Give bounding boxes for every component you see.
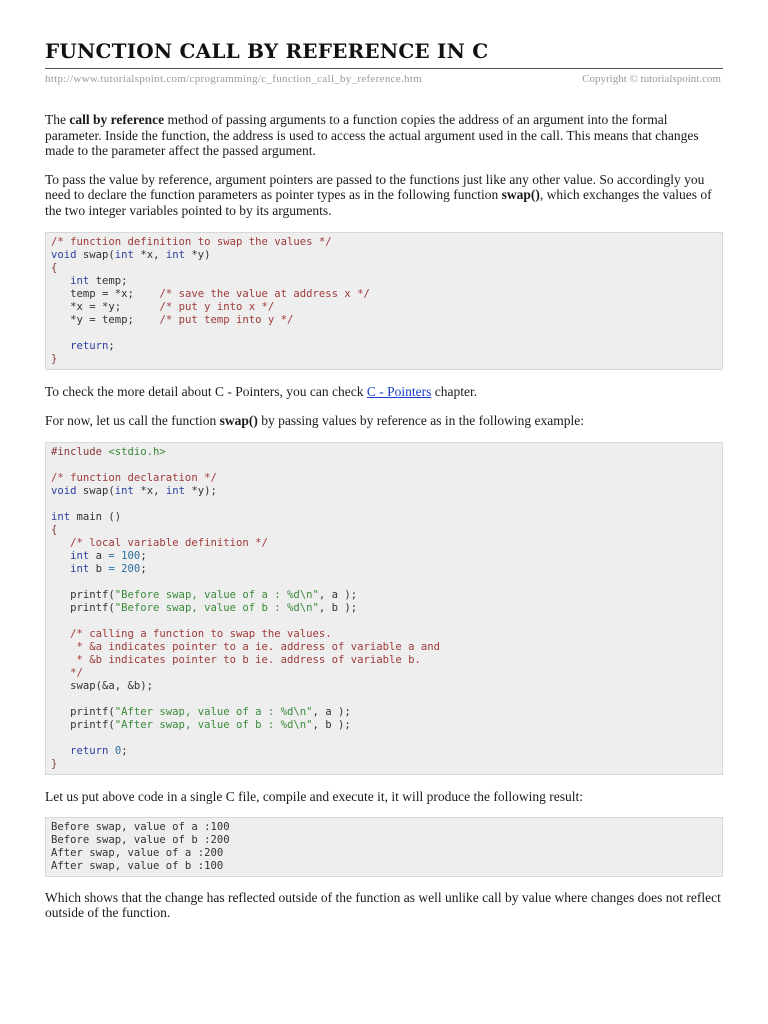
code-token: return xyxy=(70,340,109,352)
intro-paragraph-2: To pass the value by reference, argument pointers are passed to the functions just like any other value. So accordingly you need to declare the function parameters as pointer types as in the following function swap(), which exchanges the values of the two integer variables pointed to by its arguments. xyxy=(45,171,712,218)
title-rule xyxy=(45,68,723,69)
code-line xyxy=(51,275,717,288)
code-token: main () xyxy=(70,511,122,523)
code-line xyxy=(51,301,717,314)
code-token: /* put temp into y */ xyxy=(159,314,294,326)
code-line xyxy=(51,472,717,485)
code-token: swap( xyxy=(76,485,115,497)
output-line: Before swap, value of a :100 xyxy=(51,820,230,833)
code-token xyxy=(51,745,70,757)
code-line xyxy=(51,654,717,667)
code-token: 0 xyxy=(114,745,122,757)
code-token: swap( xyxy=(76,249,115,261)
copyright-notice: Copyright © tutorialspoint.com xyxy=(582,73,721,85)
code-token xyxy=(51,550,70,562)
code-token: b xyxy=(89,563,109,575)
code-token: int xyxy=(70,275,90,287)
code-token: * &a indicates pointer to a ie. address of variable a and xyxy=(51,641,441,653)
code-token xyxy=(51,563,70,575)
code-token: void xyxy=(51,485,77,497)
code-token: ; xyxy=(121,745,128,757)
code-token: printf( xyxy=(51,602,115,614)
code-line xyxy=(51,524,717,537)
code-token: a xyxy=(89,550,109,562)
code-token: , a ); xyxy=(312,706,351,718)
code-token: temp = *x; xyxy=(51,288,160,300)
code-token: /* save the value at address x */ xyxy=(159,288,370,300)
conclusion-paragraph: Which shows that the change has reflected outside of the function as well unlike call by value where changes does not reflect outside of the function. xyxy=(45,889,721,920)
example-intro-paragraph: For now, let us call the function swap() by passing values by reference as in the following example: xyxy=(45,412,585,428)
code-line xyxy=(51,550,717,563)
code-token: *x, xyxy=(133,249,166,261)
code-token xyxy=(51,615,57,627)
code-token: /* local variable definition */ xyxy=(70,537,268,549)
code-token: ; xyxy=(140,563,147,575)
code-token: void xyxy=(51,249,77,261)
source-url: http://www.tutorialspoint.com/cprogramming/c_function_call_by_reference.htm xyxy=(45,73,423,85)
code-line xyxy=(51,615,717,628)
code-line xyxy=(51,680,717,693)
code-token: * &b indicates pointer to b ie. address of variable b. xyxy=(51,654,421,666)
code-token xyxy=(51,459,57,471)
code-token: } xyxy=(51,758,58,770)
bold-term: swap() xyxy=(219,412,258,428)
code-token: "Before swap, value of b : %d\n" xyxy=(114,602,319,614)
code-line xyxy=(51,706,717,719)
output-line: After swap, value of a :200 xyxy=(51,846,224,859)
code-line xyxy=(51,353,717,366)
code-line xyxy=(51,667,717,680)
code-token xyxy=(51,628,70,640)
code-block-swap-definition xyxy=(45,232,723,370)
link-c-pointers[interactable]: C - Pointers xyxy=(366,384,432,399)
code-line xyxy=(51,314,717,327)
code-line xyxy=(51,537,717,550)
code-line xyxy=(51,511,717,524)
code-line xyxy=(51,732,717,745)
code-token: */ xyxy=(51,667,83,679)
code-token: "After swap, value of a : %d\n" xyxy=(114,706,313,718)
code-token: int xyxy=(114,485,134,497)
output-line: After swap, value of b :100 xyxy=(51,859,224,872)
page-title: FUNCTION CALL BY REFERENCE IN C xyxy=(45,39,489,63)
code-line xyxy=(51,719,717,732)
code-line xyxy=(51,459,717,472)
code-token: temp; xyxy=(89,275,128,287)
code-token: printf( xyxy=(51,706,115,718)
code-token: = 100 xyxy=(108,550,141,562)
code-block-main-example xyxy=(45,442,723,775)
code-token: { xyxy=(51,524,58,536)
code-token: #include xyxy=(51,446,109,458)
bold-term: call by reference xyxy=(69,112,165,127)
code-line xyxy=(51,485,717,498)
code-token: *x = *y; xyxy=(51,301,160,313)
code-token xyxy=(51,498,57,510)
code-token: *x, xyxy=(133,485,166,497)
code-token: printf( xyxy=(51,589,115,601)
code-line xyxy=(51,262,717,275)
code-line xyxy=(51,589,717,602)
code-line xyxy=(51,693,717,706)
code-token xyxy=(51,576,57,588)
code-line xyxy=(51,628,717,641)
code-token: "Before swap, value of a : %d\n" xyxy=(114,589,319,601)
code-token: return xyxy=(70,745,109,757)
intro-paragraph-1: The call by reference method of passing arguments to a function copies the address of an argument into the formal parameter. Inside the function, the address is used to access the actual argument used in the call. This means that changes made to the parameter affect the passed argument. xyxy=(45,112,699,158)
code-token: int xyxy=(114,249,134,261)
code-token: } xyxy=(51,353,58,365)
code-token: *y) xyxy=(184,249,211,261)
code-token: *y); xyxy=(184,485,217,497)
code-token: printf( xyxy=(51,719,115,731)
code-token: /* function definition to swap the values */ xyxy=(51,236,332,248)
code-line xyxy=(51,745,717,758)
code-token: <stdio.h> xyxy=(108,446,166,458)
code-token: = 200 xyxy=(108,563,141,575)
code-token: /* calling a function to swap the values. xyxy=(70,628,332,640)
code-token: int xyxy=(70,550,90,562)
code-line xyxy=(51,563,717,576)
code-token: { xyxy=(51,262,58,274)
page-meta xyxy=(45,72,723,86)
code-token: /* function declaration */ xyxy=(51,472,217,484)
code-token: /* put y into x */ xyxy=(159,301,275,313)
code-token: int xyxy=(165,485,185,497)
code-line xyxy=(51,641,717,654)
bold-term: swap() xyxy=(501,187,540,202)
output-line: Before swap, value of b :200 xyxy=(51,833,230,846)
code-token: , b ); xyxy=(318,602,358,614)
document-page xyxy=(45,36,723,921)
code-token: int xyxy=(165,249,185,261)
code-line xyxy=(51,236,717,249)
code-token: int xyxy=(70,563,90,575)
code-line xyxy=(51,758,717,771)
code-token: *y = temp; xyxy=(51,314,160,326)
code-token xyxy=(51,537,70,549)
code-token: ; xyxy=(108,340,115,352)
code-token: "After swap, value of b : %d\n" xyxy=(114,719,313,731)
code-line xyxy=(51,498,717,511)
code-token: ; xyxy=(140,550,147,562)
code-line xyxy=(51,576,717,589)
code-token xyxy=(51,340,70,352)
code-token xyxy=(51,693,57,705)
code-token xyxy=(51,327,57,339)
result-intro-paragraph: Let us put above code in a single C file, compile and execute it, it will produce the following result: xyxy=(45,789,583,804)
code-token xyxy=(51,275,70,287)
code-line xyxy=(51,249,717,262)
code-token: , a ); xyxy=(318,589,358,601)
pointers-paragraph: To check the more detail about C - Pointers, you can check C - Pointers chapter. xyxy=(45,384,478,399)
code-line xyxy=(51,446,717,459)
code-token: swap(&a, &b); xyxy=(51,680,154,692)
code-token: int xyxy=(51,511,71,523)
code-line xyxy=(51,288,717,301)
code-token: , b ); xyxy=(312,719,351,731)
code-line xyxy=(51,602,717,615)
code-line xyxy=(51,340,717,353)
output-block xyxy=(45,817,723,877)
code-token xyxy=(51,732,57,744)
code-line xyxy=(51,327,717,340)
